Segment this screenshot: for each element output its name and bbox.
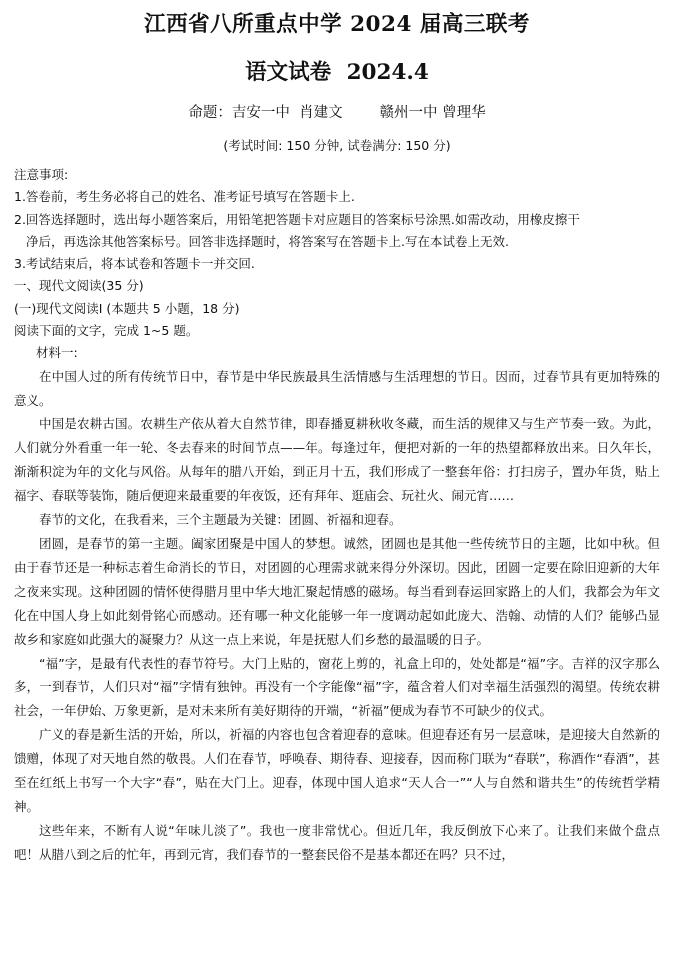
passage-paragraph: 广义的春是新生活的开始，所以，祈福的内容也包含着迎春的意味。但迎春还有另一层意味，是迎接大自然新的馈赠，体现了对天地自然的敬畏。人们在春节，呼唤春、期待春、迎接春，因而称门联为“春联”，称酒作“春酒”，甚至在红纸上书写一个大字“春”，贴在大门上。迎春，体现中国人追求“天人合一”“人与自然和谐共生”的传统哲学精神。 [14,727,660,814]
exam-info: (考试时间: 150 分钟, 试卷满分: 150 分) [223,138,451,153]
section-heading: 一、现代文阅读(35 分) [14,278,144,294]
notes-heading: 注意事项: [14,167,69,182]
notes-section [14,164,660,275]
passage-paragraph: 团圆，是春节的第一主题。阖家团聚是中国人的梦想。诚然，团圆也是其他一些传统节日的主题，比如中秋。但由于春节还是一种标志着生命消长的节日，对团圆的心理需求就来得分外深切。因此，团圆一定要在除旧迎新的大年之夜来实现。这种团圆的情怀使得腊月里中华大地汇聚起情感的磁场。每当看到春运回家路上的人们，我都会为年文化在中国人身上如此刻骨铭心而感动。还有哪一种文化能够一年一度调动起如此庞大、浩翰、动情的人们？能够凸显故乡和家庭如此强大的凝聚力？从这一点上来说，年是抚慰人们乡愁的最温暖的日子。 [14,536,660,647]
note-item: 2.回答选择题时，选出每小题答案后，用铅笔把答题卡对应题目的答案标号涂黑.如需改动，用橡皮擦干 [14,211,580,227]
passage-paragraph: “福”字，是最有代表性的春节符号。大门上贴的，窗花上剪的，礼盒上印的，处处都是“福”字。吉祥的汉字那么多，一到春节，人们只对“福”字情有独钟。再没有一个字能像“福”字，蕴含着人们对幸福生活强烈的渴望。传统农耕社会，一年伊始、万象更新，是对未来所有美好期待的开端，“祈福”便成为春节不可缺少的仪式。 [14,655,660,719]
passage-paragraph: 中国是农耕古国。农耕生产依从着大自然节律，即春播夏耕秋收冬藏，而生活的规律又与生产节奏一致。为此，人们就分外看重一年一轮、冬去春来的时间节点——年。每逢过年，便把对新的一年的热望都释放出来。日久年长，渐渐积淀为年的文化与风俗。从每年的腊八开始，到正月十五，我们形成了一整套年俗：打扫房子，置办年货，贴上福字、春联等装饰，随后便迎来最重要的年夜饭，还有拜年、逛庙会、玩社火、闹元宵…… [14,416,660,504]
note-item: 1.答卷前，考生务必将自己的姓名、准考证号填写在答题卡上. [14,189,355,205]
material-label: 材料一: [36,345,78,361]
passage-paragraph: 春节的文化，在我看来，三个主题最为关键：团圆、祈福和迎春。 [39,512,402,528]
exam-subtitle: 语文试卷 2024.4 [245,60,429,85]
note-item-continued: 净后，再选涂其他答案标号。回答非选择题时，将答案写在答题卡上.写在本试卷上无效. [26,233,509,249]
passage-paragraph: 这些年来，不断有人说“年味儿淡了”。我也一度非常忧心。但近几年，我反倒放下心来了。让我们来做个盘点吧！从腊八到之后的忙年，再到元宵，我们春节的一整套民俗不是基本都还在吗？只不过， [14,822,660,862]
note-item: 3.考试结束后，将本试卷和答题卡一并交回. [14,256,255,272]
subsection-heading: (一)现代文阅读Ⅰ (本题共 5 小题，18 分) [14,300,240,316]
authors-line: 命题：吉安一中 肖建文 赣州一中 曾理华 [188,105,486,121]
exam-title: 江西省八所重点中学 2024 届高三联考 [144,12,530,37]
reading-instruction: 阅读下面的文字，完成 1~5 题。 [14,323,199,339]
passage-paragraph: 在中国人过的所有传统节日中，春节是中华民族最具生活情感与生活理想的节日。因而，过春节具有更加特殊的意义。 [14,368,660,408]
